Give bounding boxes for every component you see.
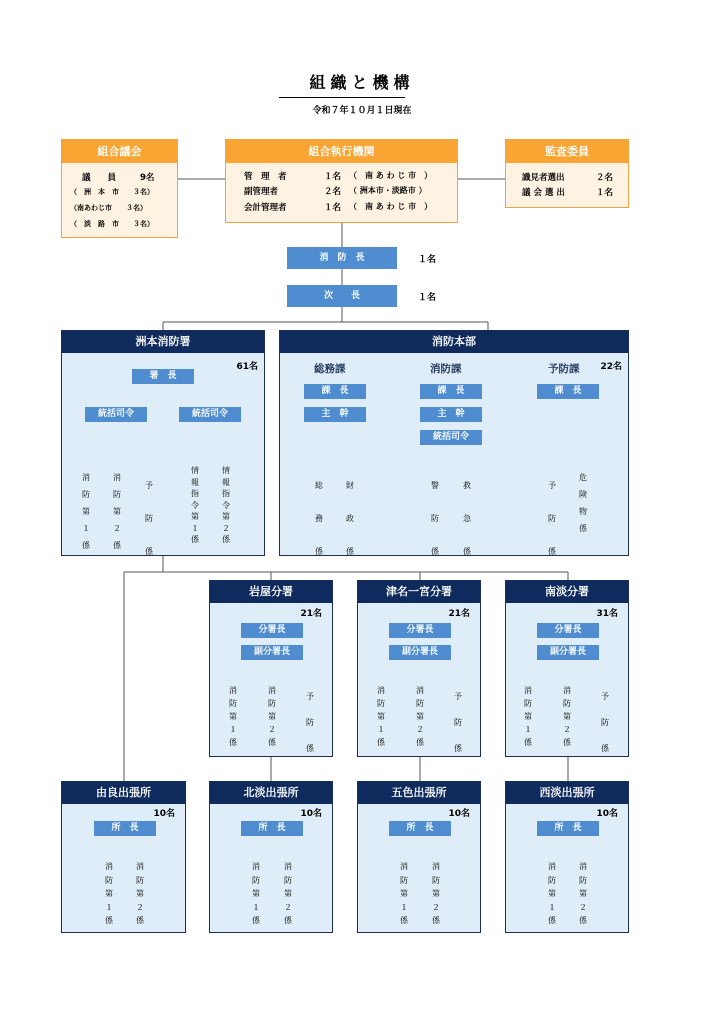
page-title: 組織と機構	[309, 73, 415, 92]
audit-count: １名	[596, 188, 614, 198]
deputy-count: １名	[418, 293, 437, 303]
station-unit: 消防第１係	[400, 862, 408, 925]
hq-post: 統括司令	[420, 430, 482, 445]
branch-unit: 予防係	[601, 692, 609, 753]
branch-unit: 消防第１係	[377, 686, 385, 747]
branch-box	[357, 580, 481, 757]
assembly-row: （ 淡 路 市 ３名）	[70, 220, 154, 228]
executive-city: （ 南 あ わ じ 市 ）	[349, 202, 433, 211]
station-title: 北淡出張所	[210, 782, 332, 804]
branch-count: 31名	[596, 609, 618, 619]
sumoto-unit: 消防第１係	[82, 473, 90, 550]
hq-unit: 総務係	[315, 481, 323, 556]
audit-role: 識見者選出	[522, 173, 565, 183]
hq-unit: 財政係	[346, 481, 354, 556]
station-box	[209, 781, 333, 933]
hq-post: 課 長	[420, 384, 482, 399]
branch-unit: 消防第２係	[268, 686, 276, 747]
hq-count: 22名	[600, 362, 622, 372]
hq-section-name: 消防課	[430, 363, 462, 375]
branch-box	[209, 580, 333, 757]
sumoto-commander: 統括司令	[179, 407, 241, 422]
assembly-title: 組合議会	[62, 140, 177, 163]
sumoto-unit: 消防第２係	[113, 473, 121, 550]
station-count: 10名	[596, 809, 618, 819]
executive-role: 管 理 者	[244, 172, 287, 182]
deputy-box: 次 長	[287, 285, 397, 307]
chief-count: １名	[418, 255, 437, 265]
hq-unit: 救急係	[463, 481, 471, 556]
station-head: 所 長	[94, 821, 156, 836]
sumoto-commander: 統括司令	[85, 407, 147, 422]
branch-unit: 消防第１係	[524, 686, 532, 747]
station-title: 由良出張所	[62, 782, 185, 804]
station-title: 五色出張所	[358, 782, 480, 804]
hq-post: 主 幹	[304, 407, 366, 422]
branch-unit: 消防第２係	[563, 686, 571, 747]
station-head: 所 長	[389, 821, 451, 836]
executive-count: ２名	[324, 187, 342, 197]
audit-box	[505, 139, 629, 208]
branch-title: 南淡分署	[506, 581, 628, 603]
station-box	[505, 781, 629, 933]
station-unit: 消防第１係	[252, 862, 260, 925]
assembly-members-count: 9名	[140, 173, 155, 183]
assembly-members-label: 議 員	[82, 173, 117, 183]
hq-box	[279, 330, 629, 556]
hq-post: 主 幹	[420, 407, 482, 422]
executive-box	[225, 139, 458, 223]
executive-count: １名	[324, 172, 342, 182]
executive-role: 副管理者	[244, 187, 279, 197]
title-underline	[279, 97, 405, 98]
executive-count: １名	[324, 203, 342, 213]
station-unit: 消防第２係	[136, 862, 144, 925]
branch-unit: 消防第２係	[416, 686, 424, 747]
branch-unit: 予防係	[306, 692, 314, 753]
station-box	[61, 781, 186, 933]
executive-title: 組合執行機関	[226, 140, 457, 163]
sumoto-unit: 予防係	[145, 481, 153, 556]
station-head: 所 長	[537, 821, 599, 836]
station-count: 10名	[300, 809, 322, 819]
station-head: 所 長	[241, 821, 303, 836]
branch-title: 岩屋分署	[210, 581, 332, 603]
station-count: 10名	[448, 809, 470, 819]
branch-post: 分署長	[537, 623, 599, 638]
branch-post: 副分署長	[389, 645, 451, 660]
as-of-date: 令和７年１０月１日現在	[312, 106, 412, 116]
branch-post: 副分署長	[241, 645, 303, 660]
sumoto-unit: 情報指令第２係	[222, 466, 230, 544]
sumoto-station-title: 洲本消防署	[62, 331, 264, 353]
branch-box	[505, 580, 629, 757]
sumoto-head: 署 長	[132, 369, 194, 384]
assembly-row: （ 洲 本 市 ３名）	[70, 188, 154, 196]
branch-post: 分署長	[241, 623, 303, 638]
station-unit: 消防第２係	[432, 862, 440, 925]
branch-title: 津名一宮分署	[358, 581, 480, 603]
hq-unit: 予防係	[548, 481, 556, 556]
sumoto-station-box	[61, 330, 265, 556]
hq-unit: 警防係	[431, 481, 439, 556]
station-unit: 消防第２係	[284, 862, 292, 925]
hq-title: 消防本部	[280, 331, 628, 353]
audit-role: 議 会 選 出	[522, 188, 565, 198]
chief-box: 消 防 長	[287, 247, 397, 269]
station-unit: 消防第２係	[579, 862, 587, 925]
hq-section-name: 予防課	[548, 363, 580, 375]
branch-count: 21名	[448, 609, 470, 619]
branch-unit: 予防係	[454, 692, 462, 753]
assembly-box	[61, 139, 178, 238]
executive-city: （ 南 あ わ じ 市 ）	[349, 171, 433, 180]
branch-count: 21名	[300, 609, 322, 619]
audit-title: 監査委員	[506, 140, 628, 163]
station-box	[357, 781, 481, 933]
sumoto-unit: 情報指令第１係	[191, 466, 199, 544]
sumoto-count: 61名	[236, 362, 258, 372]
hq-unit: 危険物係	[579, 473, 587, 533]
hq-post: 課 長	[537, 384, 599, 399]
executive-city: （ 洲本市・淡路市 ）	[349, 186, 427, 195]
hq-section-name: 総務課	[314, 363, 346, 375]
branch-unit: 消防第１係	[229, 686, 237, 747]
station-count: 10名	[153, 809, 175, 819]
branch-post: 副分署長	[537, 645, 599, 660]
audit-count: ２名	[596, 173, 614, 183]
station-title: 西淡出張所	[506, 782, 628, 804]
executive-role: 会計管理者	[244, 203, 287, 213]
station-unit: 消防第１係	[105, 862, 113, 925]
hq-post: 課 長	[304, 384, 366, 399]
assembly-row: （南あわじ市 ３名）	[70, 204, 147, 212]
branch-post: 分署長	[389, 623, 451, 638]
station-unit: 消防第１係	[548, 862, 556, 925]
